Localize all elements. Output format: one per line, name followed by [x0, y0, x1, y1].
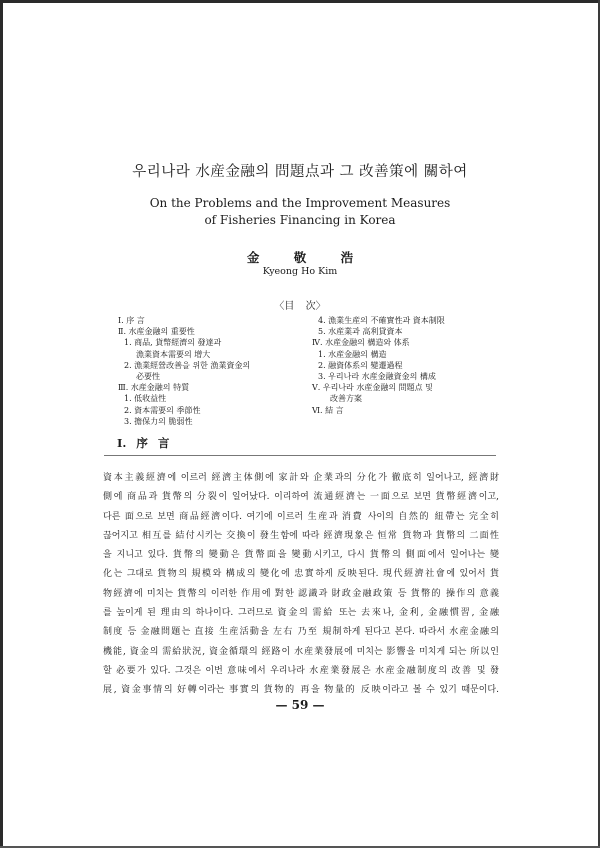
toc-item: 1. 低收益性 [124, 394, 167, 404]
body-line: 를 높이게 된 理由의 하나이다. 그러므로 資金의 需給 또는 去來나, 金利, 金融慣習, 金融 [103, 608, 499, 619]
toc-item: 1. 水産金融의 構造 [318, 349, 387, 359]
author-korean: 金 敬 浩 [246, 250, 354, 265]
toc-item: 2. 漁業經營改善을 위한 漁業資金의 [124, 360, 251, 370]
title-english [0, 195, 600, 229]
toc-right-column [312, 315, 492, 416]
body-paragraph [103, 469, 499, 701]
toc-item: 3. 우리나라 水産金融資金의 構成 [318, 372, 436, 382]
body-line: 化는 그대로 貨物의 規模와 構成의 變化에 忠實하게 反映된다. 現代經濟社會에 있어서 貨 [103, 569, 499, 580]
body-line: 物經濟에 미치는 貨幣의 이러한 作用에 對한 認識과 財政金融政策 등 貨幣的 操作의 意義 [103, 588, 499, 599]
toc-left-column [118, 315, 303, 427]
author-english: Kyeong Ho Kim [262, 266, 338, 277]
scan-edge-left [0, 0, 3, 848]
toc-item: 3. 擔保力의 脆弱性 [124, 416, 193, 426]
title-english-line-1: On the Problems and the Improvement Measures [149, 196, 451, 210]
toc-item: Ⅰ. 序 言 [118, 316, 145, 325]
body-line: 側에 商品과 貨幣의 分裂이 일어났다. 이리하여 流通經濟는 一面으로 보면 貨幣經濟이고, [103, 492, 499, 503]
title-korean: 우리나라 水産金融의 問題点과 그 改善策에 關하여 [132, 164, 468, 180]
body-line: 制度 등 金融問題는 直接 生産活動을 左右 乃至 規制하게 된다고 본다. 따라서 水産金融의 [103, 627, 499, 638]
body-line: 할 必要가 있다. 그것은 이번 意味에서 우리나라 水産業發展은 水産金融制度의 改善 및 發 [103, 665, 499, 676]
body-line: 資本主義經濟에 이르러 經濟主体側에 家計와 企業과의 分化가 徹底히 일어나고, 經濟財 [103, 473, 499, 483]
body-line: 끊어지고 相互를 結付시키는 交換이 發生함에 따라 經濟現象은 恒常 貨物과 貨幣의 二面性 [103, 530, 499, 541]
toc-heading: 〈目 次〉 [274, 301, 326, 312]
toc-item: 改善方案 [330, 394, 362, 404]
toc-item: 2. 資本需要의 季節性 [124, 405, 201, 415]
toc-item: Ⅴ. 우리나라 水産金融의 問題点 및 [312, 383, 433, 393]
title-english-line-2: of Fisheries Financing in Korea [204, 213, 396, 227]
body-line: 을 지니고 있다. 貨幣의 變動은 貨幣面을 變動시키고, 다시 貨幣의 側面에서 일어나는 變 [103, 550, 499, 561]
page-number: — 59 — [275, 698, 325, 712]
toc-item: Ⅵ. 結 言 [312, 405, 344, 415]
toc-item: 2. 融資体系의 變遷過程 [318, 360, 403, 370]
toc-item: Ⅱ. 水産金融의 重要性 [118, 327, 195, 337]
toc-item: 5. 水産業과 高利貸資本 [318, 327, 403, 337]
toc-item: 1. 商品, 貨幣經濟의 發達과 [124, 338, 222, 348]
body-line: 다른 面으로 보면 商品經濟이다. 여기에 이르러 生産과 消費 사이의 自然的 紐帶는 完全히 [103, 511, 499, 522]
body-line: 展, 資金事情의 好轉이라는 事實의 貨物的 再을 物量的 反映이라고 볼 수 있기 때문이다. [103, 685, 499, 696]
section-divider [104, 455, 496, 456]
toc-item: Ⅲ. 水産金融의 特質 [118, 383, 190, 393]
toc-item: 漁業資本需要의 增大 [136, 349, 211, 359]
scan-edge-top [0, 0, 600, 3]
toc-item: 必要性 [136, 372, 160, 382]
body-line: 機能, 資金의 需給狀況, 資金循環의 經路이 水産業發展에 미치는 影響을 미치게 되는 所以인 [103, 646, 499, 657]
section-heading: Ⅰ. 序 言 [117, 436, 170, 450]
toc-item: Ⅳ. 水産金融의 構造와 体系 [312, 338, 410, 348]
toc-item: 4. 漁業生産의 不確實性과 資本制限 [318, 316, 445, 325]
